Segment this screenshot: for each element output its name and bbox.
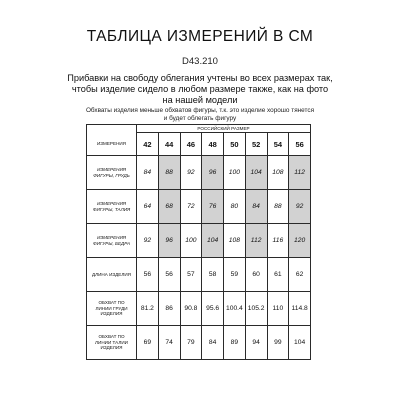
page-title: ТАБЛИЦА ИЗМЕРЕНИЙ В СМ <box>86 28 314 45</box>
size-cell: 56 <box>289 133 311 156</box>
row-label-line: ИЗДЕЛИЯ <box>100 311 123 317</box>
value-cell: 76 <box>202 190 224 224</box>
value-cell: 88 <box>267 190 289 224</box>
intro-text <box>60 73 340 106</box>
note-line: Обхваты изделия меньше обхватов фигуры, т.к. это изделие хорошо тянется <box>85 107 315 114</box>
row-label <box>87 190 137 224</box>
value-cell: 100 <box>224 156 246 190</box>
row-label <box>87 326 137 360</box>
intro-line: чтобы изделие сидело в любом размере также, как на фото <box>71 84 329 94</box>
row-label-line: ФИГУРЫ, БЕДРА <box>92 240 131 246</box>
value-cell: 100.4 <box>224 292 246 326</box>
value-cell: 88 <box>158 156 180 190</box>
value-cell: 105.2 <box>245 292 267 326</box>
size-cell: 54 <box>267 133 289 156</box>
size-cell: 42 <box>137 133 159 156</box>
value-cell: 104 <box>202 224 224 258</box>
value-cell: 89 <box>224 326 246 360</box>
size-cell: 50 <box>224 133 246 156</box>
size-cell: 44 <box>158 133 180 156</box>
value-cell: 104 <box>289 326 311 360</box>
value-cell: 112 <box>289 156 311 190</box>
row-label-line: ЛИНИИ ТАЛИИ <box>95 339 128 345</box>
value-cell: 57 <box>180 258 202 292</box>
note-line: и будет облегать фигуру <box>163 114 237 122</box>
value-cell: 90.8 <box>180 292 202 326</box>
table-row <box>87 190 311 224</box>
value-cell: 100 <box>180 224 202 258</box>
value-cell: 104 <box>245 156 267 190</box>
row-label-line: ИЗМЕРЕНИЯ <box>97 167 126 173</box>
value-cell: 61 <box>267 258 289 292</box>
value-cell: 74 <box>158 326 180 360</box>
value-cell: 56 <box>158 258 180 292</box>
value-cell: 72 <box>180 190 202 224</box>
value-cell: 110 <box>267 292 289 326</box>
value-cell: 62 <box>289 258 311 292</box>
value-cell: 84 <box>245 190 267 224</box>
value-cell: 79 <box>180 326 202 360</box>
table-row <box>87 258 311 292</box>
table-group-header-row <box>87 125 311 133</box>
value-cell: 58 <box>202 258 224 292</box>
table-row <box>87 326 311 360</box>
row-label-line: ЛИНИИ ГРУДИ <box>95 305 128 311</box>
product-code: D43.210 <box>182 56 218 67</box>
value-cell: 68 <box>158 190 180 224</box>
value-cell: 120 <box>289 224 311 258</box>
value-cell: 81.2 <box>137 292 159 326</box>
size-cell: 48 <box>202 133 224 156</box>
row-label-line: ИЗМЕРЕНИЯ <box>97 201 126 207</box>
intro-line: Прибавки на свободу облегания учтены во всех размерах так, <box>67 73 333 83</box>
value-cell: 92 <box>289 190 311 224</box>
row-label-line: ИЗДЕЛИЯ <box>100 345 123 351</box>
value-cell: 59 <box>224 258 246 292</box>
row-label-line: ДЛИНА ИЗДЕЛИЯ <box>92 271 131 277</box>
fit-note <box>60 107 340 123</box>
row-label-line: ОБХВАТ ПО <box>98 334 125 340</box>
value-cell: 60 <box>245 258 267 292</box>
size-cell: 52 <box>245 133 267 156</box>
size-cell: 46 <box>180 133 202 156</box>
row-label <box>87 156 137 190</box>
value-cell: 80 <box>224 190 246 224</box>
value-cell: 56 <box>137 258 159 292</box>
intro-line: на нашей модели <box>162 95 238 105</box>
value-cell: 96 <box>158 224 180 258</box>
row-label <box>87 258 137 292</box>
value-cell: 86 <box>158 292 180 326</box>
value-cell: 94 <box>245 326 267 360</box>
value-cell: 69 <box>137 326 159 360</box>
value-cell: 64 <box>137 190 159 224</box>
value-cell: 108 <box>267 156 289 190</box>
table-corner-cell <box>87 125 137 133</box>
size-table <box>86 124 311 360</box>
row-label-line: ИЗМЕРЕНИЯ <box>97 235 126 241</box>
table-row <box>87 224 311 258</box>
row-label <box>87 292 137 326</box>
row-label <box>87 224 137 258</box>
row-label-line: ОБХВАТ ПО <box>98 300 125 306</box>
table-row <box>87 292 311 326</box>
value-cell: 108 <box>224 224 246 258</box>
row-label-line: ФИГУРЫ, ГРУДЬ <box>93 172 130 178</box>
table-row <box>87 156 311 190</box>
size-row-label: ИЗМЕРЕНИЯ <box>87 133 137 156</box>
group-header: РОССИЙСКИЙ РАЗМЕР <box>137 125 311 133</box>
value-cell: 99 <box>267 326 289 360</box>
row-label-line: ФИГУРЫ, ТАЛИЯ <box>92 206 131 212</box>
value-cell: 92 <box>137 224 159 258</box>
value-cell: 95.6 <box>202 292 224 326</box>
value-cell: 116 <box>267 224 289 258</box>
value-cell: 96 <box>202 156 224 190</box>
value-cell: 112 <box>245 224 267 258</box>
value-cell: 84 <box>202 326 224 360</box>
value-cell: 92 <box>180 156 202 190</box>
value-cell: 114.8 <box>289 292 311 326</box>
table-size-row <box>87 133 311 156</box>
value-cell: 84 <box>137 156 159 190</box>
